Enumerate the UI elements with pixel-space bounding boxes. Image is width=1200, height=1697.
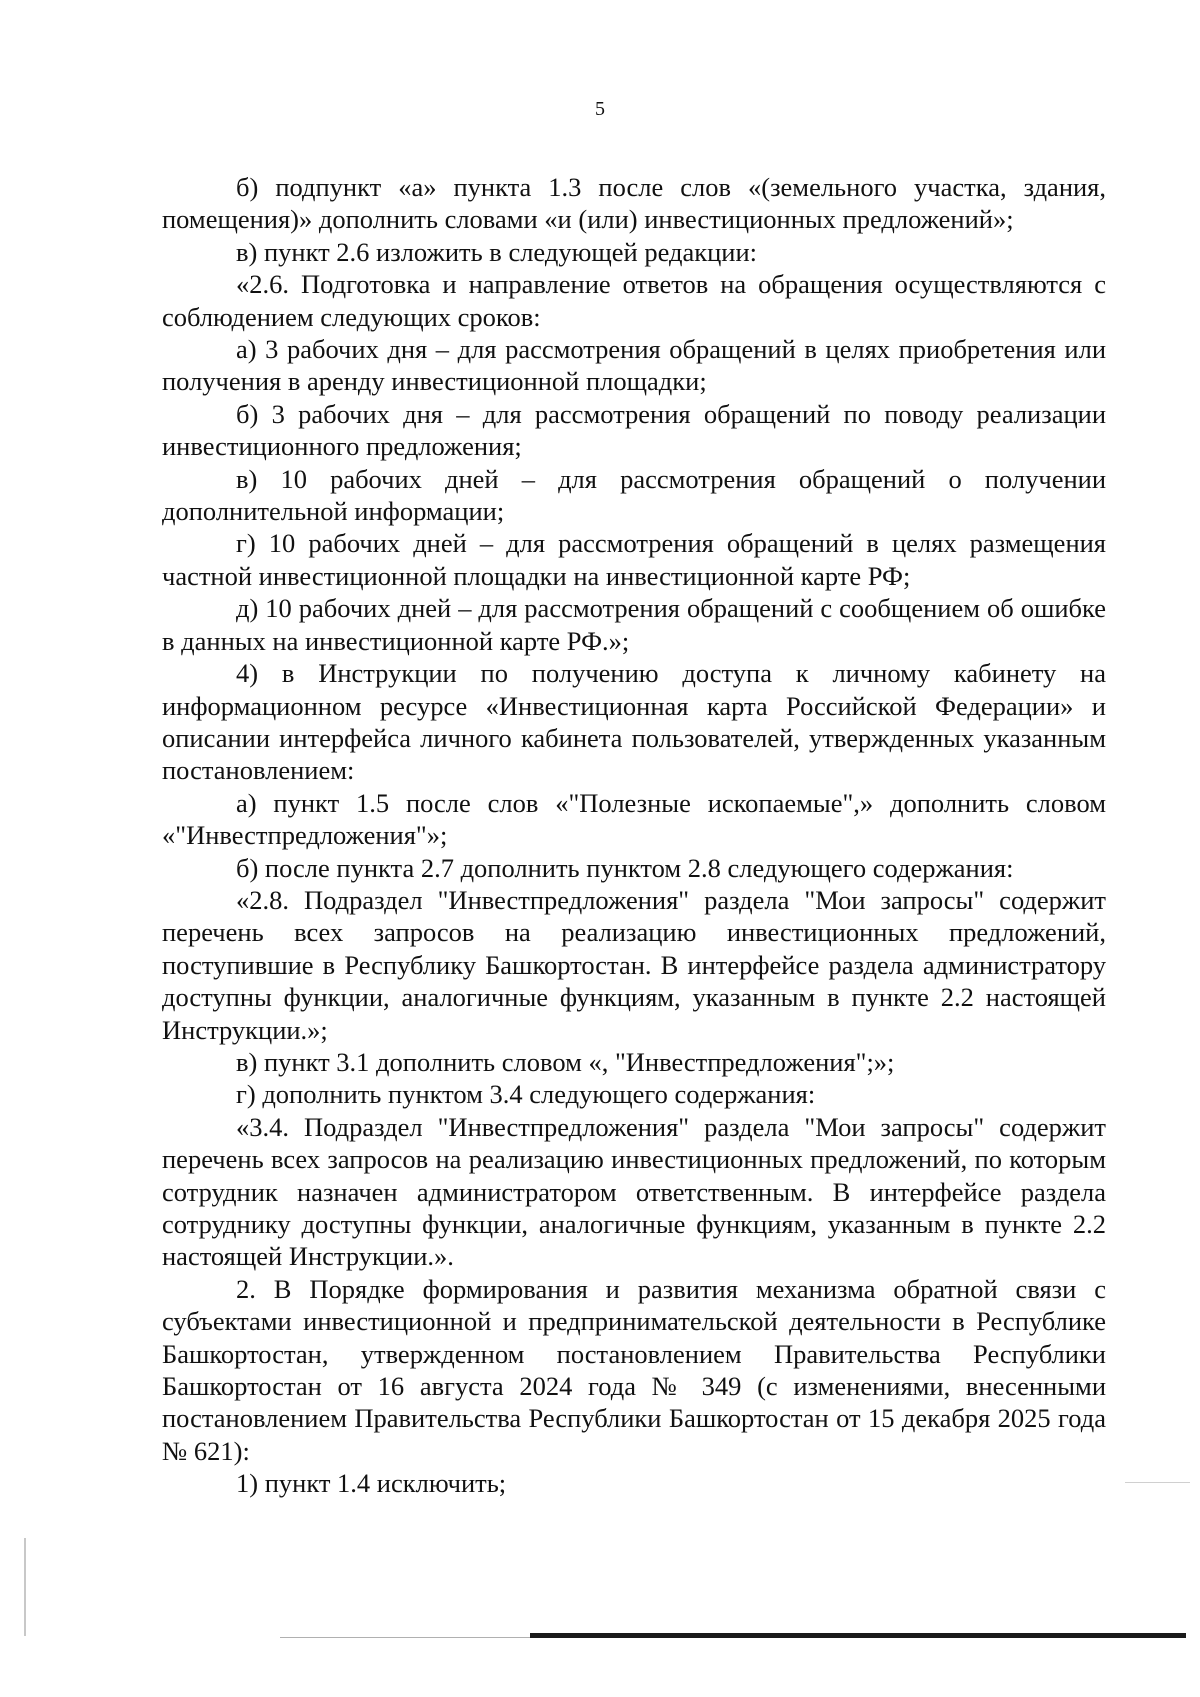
paragraph-14: г) дополнить пунктом 3.4 следующего содержания:: [236, 1079, 816, 1110]
paragraph-12: «2.8. Подраздел "Инвестпредложения" раздела "Мои запросы" содержит перечень всех запросов на реализацию инвестиционных предложений, поступившие в Республику Башкортостан. В интерфейсе раздела администратору доступны функции, аналогичные функциям, указанным в пункте 2.2 настоящей Инструкции.»;: [162, 884, 1106, 1045]
paragraph-2: в) пункт 2.6 изложить в следующей редакции:: [236, 236, 758, 267]
paragraph-6: в) 10 рабочих дней – для рассмотрения обращений о получении дополнительной информации;: [162, 463, 1106, 527]
paragraph-8: д) 10 рабочих дней – для рассмотрения обращений с сообщением об ошибке в данных на инвестиционной карте РФ.»;: [162, 593, 1106, 656]
paragraph-7: г) 10 рабочих дней – для рассмотрения обращений в целях размещения частной инвестиционной площадки на инвестиционной карте РФ;: [162, 528, 1106, 591]
paragraph-10: а) пункт 1.5 после слов «"Полезные ископаемые",» дополнить словом «"Инвестпредложения"»;: [162, 787, 1106, 851]
scan-faint-line: [1125, 1482, 1190, 1483]
document-body: [162, 171, 1106, 1500]
paragraph-11: б) после пункта 2.7 дополнить пунктом 2.8 следующего содержания:: [236, 852, 1014, 883]
scan-edge-mark: [24, 1538, 26, 1636]
paragraph-4: а) 3 рабочих дня – для рассмотрения обращений в целях приобретения или получения в аренду инвестиционной площадки;: [162, 334, 1106, 397]
paragraph-3: «2.6. Подготовка и направление ответов на обращения осуществляются с соблюдением следующих сроков:: [162, 269, 1106, 332]
paragraph-13: в) пункт 3.1 дополнить словом «, "Инвестпредложения";»;: [236, 1046, 895, 1077]
paragraph-15: «3.4. Подраздел "Инвестпредложения" раздела "Мои запросы" содержит перечень всех запросов на реализацию инвестиционных предложений, по которым сотрудник назначен администратором ответственным. В интерфейсе раздела сотруднику доступны функции, аналогичные функциям, указанным в пункте 2.2 настоящей Инструкции.».: [162, 1111, 1106, 1272]
paragraph-1: б) подпункт «а» пункта 1.3 после слов «(земельного участка, здания, помещения)» дополнить словами «и (или) инвестиционных предложений»;: [162, 172, 1106, 235]
paragraph-5: б) 3 рабочих дня – для рассмотрения обращений по поводу реализации инвестиционного предложения;: [162, 398, 1106, 462]
paragraph-9: 4) в Инструкции по получению доступа к личному кабинету на информационном ресурсе «Инвестиционная карта Российской Федерации» и описании интерфейса личного кабинета пользователей, утвержденных указанным постановлением:: [162, 658, 1106, 786]
page-number: 5: [595, 98, 605, 120]
scan-bottom-bar: [530, 1633, 1186, 1638]
scan-bottom-thin-line: [280, 1637, 530, 1638]
paragraph-16: 2. В Порядке формирования и развития механизма обратной связи с субъектами инвестиционной и предпринимательской деятельности в Республике Башкортостан, утвержденном постановлением Правительства Республики Башкортостан от 16 августа 2024 года № 349 (с изменениями, внесенными постановлением Правительства Республики Башкортостан от 15 декабря 2025 года № 621):: [162, 1273, 1106, 1466]
paragraph-17: 1) пункт 1.4 исключить;: [236, 1468, 507, 1499]
